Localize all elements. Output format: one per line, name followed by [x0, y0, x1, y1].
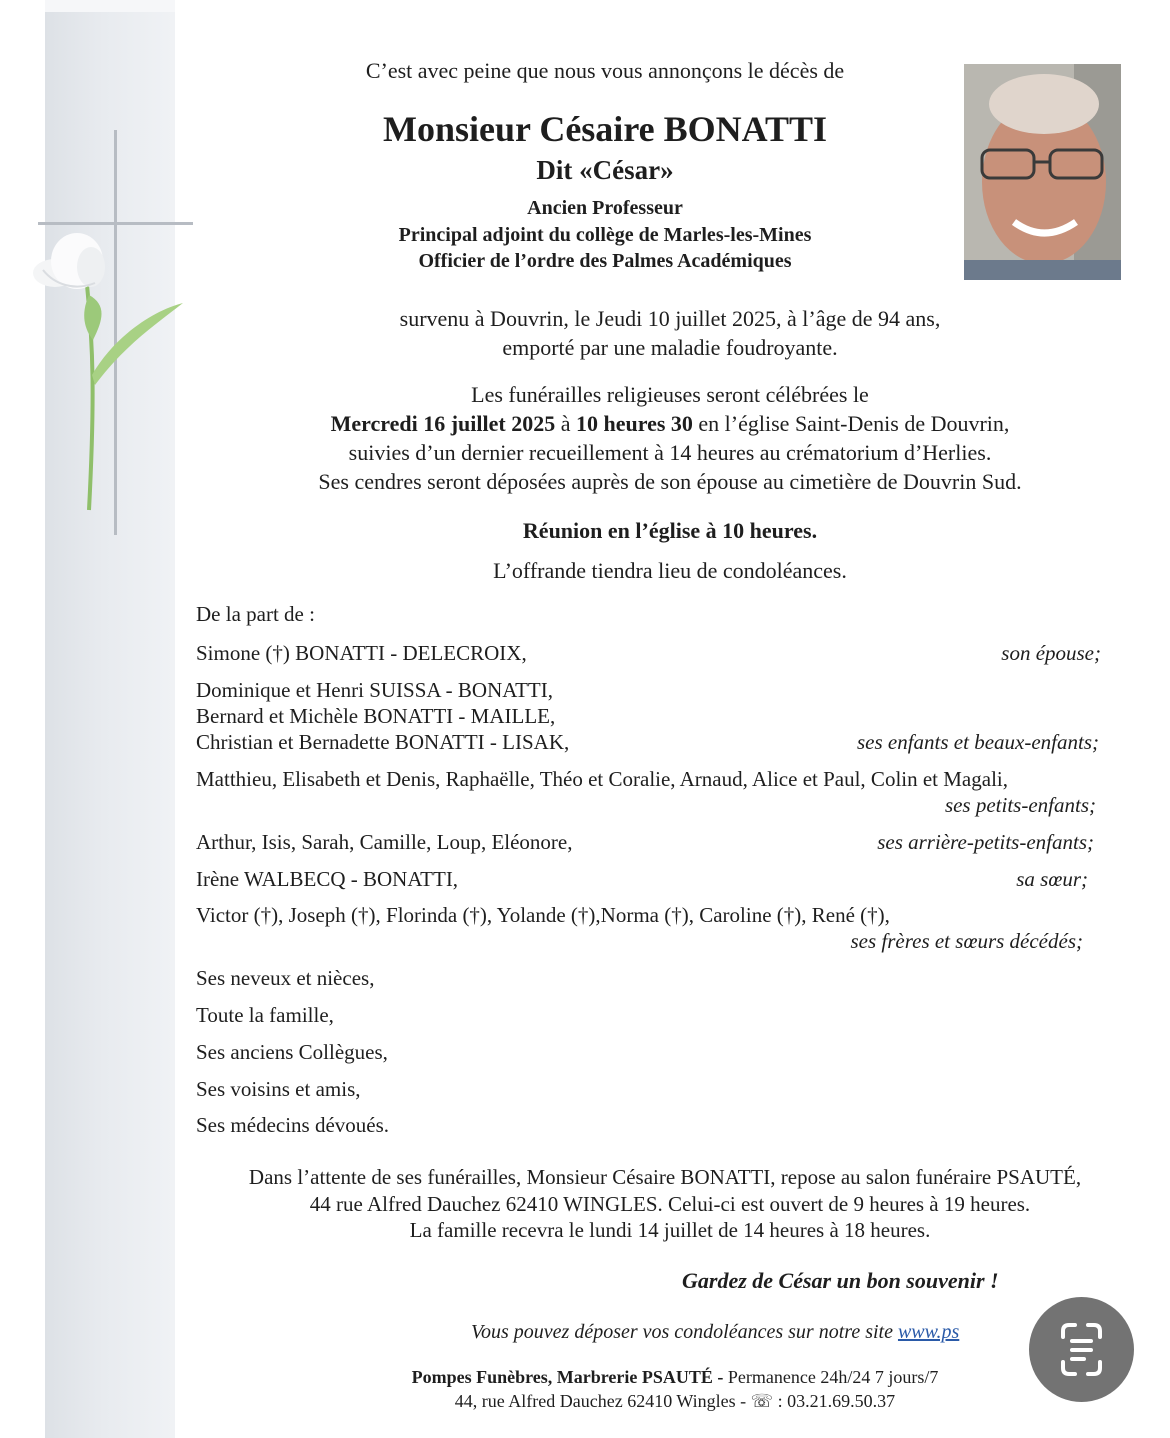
company-address: 44, rue Alfred Dauchez 62410 Wingles - [454, 1391, 751, 1411]
child-name: Christian et Bernadette BONATTI - LISAK, [196, 730, 570, 754]
great-grandchildren-names: Arthur, Isis, Sarah, Camille, Loup, Eléonore, [196, 830, 573, 854]
funeral-date: Mercredi 16 juillet 2025 [330, 411, 556, 436]
reunion-line: Réunion en l’église à 10 heures. [522, 518, 818, 543]
funeral-line: Les funérailles religieuses seront célébrées le [471, 382, 869, 407]
funeral-time: 10 heures 30 [575, 411, 693, 436]
title-line: Officier de l’ordre des Palmes Académiques [418, 250, 792, 272]
intro-line: C’est avec peine que nous vous annonçons le décès de [365, 58, 845, 83]
other-family-line: Ses neveux et nièces, [196, 966, 375, 990]
spouse-name: Simone (†) BONATTI - DELECROIX, [196, 641, 527, 665]
salon-line: La famille recevra le lundi 14 juillet de 14 heures à 18 heures. [409, 1218, 931, 1242]
portrait-photo [964, 64, 1121, 280]
deceased-name: Monsieur Césaire BONATTI [382, 109, 827, 149]
text-scan-button[interactable] [1029, 1297, 1134, 1402]
company-name: Pompes Funèbres, Marbrerie PSAUTÉ - [411, 1367, 724, 1387]
other-family-line: Ses anciens Collègues, [196, 1040, 388, 1064]
siblings-relation: ses frères et sœurs décédés; [850, 929, 1083, 953]
grandchildren-relation: ses petits-enfants; [944, 793, 1096, 817]
funeral-line: Ses cendres seront déposées auprès de son épouse au cimetière de Douvrin Sud. [318, 469, 1022, 494]
child-name: Bernard et Michèle BONATTI - MAILLE, [196, 704, 556, 728]
condolences-text: Vous pouvez déposer vos condoléances sur notre site [471, 1321, 898, 1343]
title-line: Principal adjoint du collège de Marles-les-Mines [398, 224, 812, 246]
children-relation: ses enfants et beaux-enfants; [856, 730, 1099, 754]
company-phone: : 03.21.69.50.37 [773, 1391, 896, 1411]
company-hours: Permanence 24h/24 7 jours/7 [723, 1367, 939, 1387]
funeral-place: en l’église Saint-Denis de Douvrin, [692, 411, 1010, 436]
salon-line: Dans l’attente de ses funérailles, Monsieur Césaire BONATTI, repose au salon funéraire PSAUTÉ, [248, 1165, 1082, 1189]
funeral-line: suivies d’un dernier recueillement à 14 heures au crématorium d’Herlies. [348, 440, 992, 465]
family-intro: De la part de : [196, 602, 315, 626]
closing-message: Gardez de César un bon souvenir ! [682, 1268, 999, 1293]
other-family-line: Toute la famille, [196, 1003, 334, 1027]
other-family-line: Ses voisins et amis, [196, 1077, 361, 1101]
text-scan-icon [1029, 1297, 1134, 1402]
offering-line: L’offrande tiendra lieu de condoléances. [493, 558, 847, 583]
great-grandchildren-relation: ses arrière-petits-enfants; [877, 830, 1094, 854]
grandchildren-names: Matthieu, Elisabeth et Denis, Raphaëlle, Théo et Coralie, Arnaud, Alice et Paul, Colin et Magali, [196, 767, 1008, 791]
other-family-line: Ses médecins dévoués. [196, 1113, 390, 1137]
telephone-icon: ☏ [750, 1391, 774, 1411]
condolences-line [471, 1321, 1071, 1344]
sister-name: Irène WALBECQ - BONATTI, [196, 867, 459, 891]
death-line: survenu à Douvrin, le Jeudi 10 juillet 2025, à l’âge de 94 ans, [399, 306, 941, 331]
decorative-band-top [45, 0, 175, 12]
funeral-connector: à [555, 411, 576, 436]
website-link[interactable]: www.ps [897, 1321, 960, 1343]
salon-line: 44 rue Alfred Dauchez 62410 WINGLES. Celui-ci est ouvert de 9 heures à 19 heures. [309, 1192, 1031, 1216]
title-line: Ancien Professeur [527, 197, 683, 219]
company-address-line [250, 1391, 1100, 1412]
child-name: Dominique et Henri SUISSA - BONATTI, [196, 678, 553, 702]
death-line: emporté par une maladie foudroyante. [502, 335, 838, 360]
spouse-relation: son épouse; [1001, 641, 1101, 665]
nickname: Dit «César» [536, 155, 674, 185]
company-line [250, 1367, 1100, 1388]
funeral-date-line [200, 411, 1140, 437]
siblings-names: Victor (†), Joseph (†), Florinda (†), Yolande (†),Norma (†), Caroline (†), René (†), [196, 903, 890, 927]
sister-relation: sa sœur; [1016, 867, 1088, 891]
